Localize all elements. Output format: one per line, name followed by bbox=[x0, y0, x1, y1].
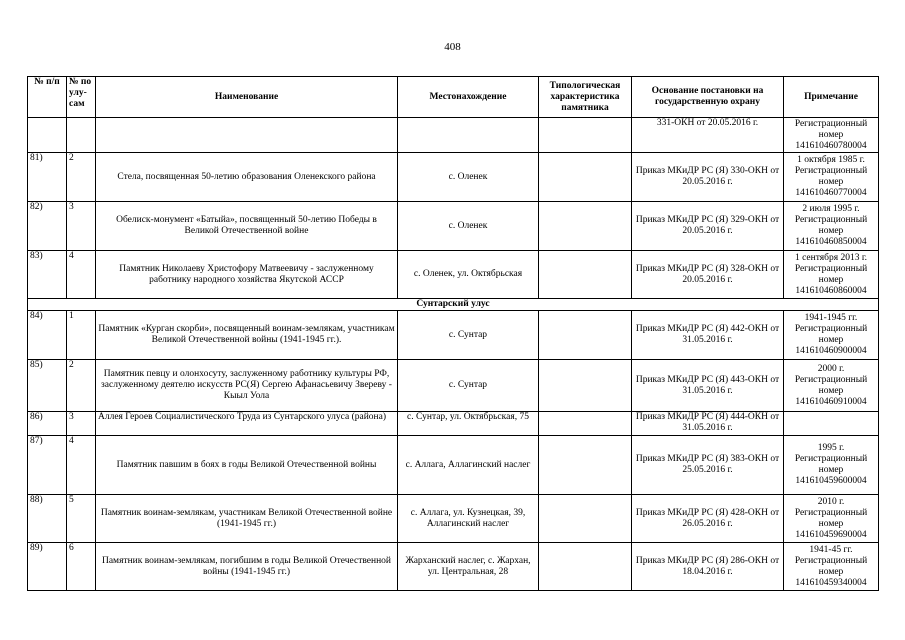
row-ulus-number: 2 bbox=[67, 153, 96, 202]
row-note: 1941-45 гг. Регистрационный номер 141610459340004 bbox=[784, 543, 879, 591]
row-basis: Приказ МКиДР РС (Я) 383-ОКН от 25.05.2016 г. bbox=[632, 436, 784, 495]
row-number: 85) bbox=[28, 360, 67, 412]
row-number: 88) bbox=[28, 495, 67, 543]
table-row bbox=[28, 118, 879, 153]
row-location: с. Оленек bbox=[398, 153, 539, 202]
row-basis: Приказ МКиДР РС (Я) 442-ОКН от 31.05.2016 г. bbox=[632, 311, 784, 360]
row-note: 2010 г. Регистрационный номер 141610459690004 bbox=[784, 495, 879, 543]
row-basis: Приказ МКиДР РС (Я) 330-ОКН от 20.05.2016 г. bbox=[632, 153, 784, 202]
section-row bbox=[28, 299, 879, 311]
header-note: Примечание bbox=[784, 77, 879, 118]
row-name: Памятник воинам-землякам, погибшим в годы Великой Отечественной войны (1941-1945 гг.) bbox=[96, 543, 398, 591]
row-basis: Приказ МКиДР РС (Я) 286-ОКН от 18.04.2016 г. bbox=[632, 543, 784, 591]
header-no: № п/п bbox=[28, 77, 67, 118]
row-ulus-number: 2 bbox=[67, 360, 96, 412]
table-row bbox=[28, 153, 879, 202]
row-location: с. Сунтар bbox=[398, 311, 539, 360]
table-row bbox=[28, 311, 879, 360]
row-note: 1 октября 1985 г. Регистрационный номер 141610460770004 bbox=[784, 153, 879, 202]
header-typology: Типологическая характеристика памятника bbox=[539, 77, 632, 118]
table-row bbox=[28, 251, 879, 299]
row-typology bbox=[539, 153, 632, 202]
row-location: с. Сунтар, ул. Октябрьская, 75 bbox=[398, 412, 539, 436]
row-typology bbox=[539, 251, 632, 299]
table-row bbox=[28, 543, 879, 591]
row-name: Стела, посвященная 50-летию образования Оленекского района bbox=[96, 153, 398, 202]
monuments-table bbox=[27, 76, 879, 591]
row-note: 1995 г. Регистрационный номер 141610459600004 bbox=[784, 436, 879, 495]
row-note: 2000 г. Регистрационный номер 141610460910004 bbox=[784, 360, 879, 412]
row-ulus-number: 5 bbox=[67, 495, 96, 543]
table-header-row bbox=[28, 77, 879, 118]
row-ulus-number: 3 bbox=[67, 202, 96, 251]
row-number bbox=[28, 118, 67, 153]
row-name: Обелиск-монумент «Батыйа», посвященный 50-летию Победы в Великой Отечественной войне bbox=[96, 202, 398, 251]
row-ulus-number: 4 bbox=[67, 251, 96, 299]
row-note: 1941-1945 гг. Регистрационный номер 141610460900004 bbox=[784, 311, 879, 360]
row-typology bbox=[539, 311, 632, 360]
row-basis: Приказ МКиДР РС (Я) 329-ОКН от 20.05.2016 г. bbox=[632, 202, 784, 251]
table-row bbox=[28, 436, 879, 495]
row-location: с. Аллага, ул. Кузнецкая, 39, Аллагинский наслег bbox=[398, 495, 539, 543]
row-basis: Приказ МКиДР РС (Я) 443-ОКН от 31.05.2016 г. bbox=[632, 360, 784, 412]
row-note: Регистрационный номер 141610460780004 bbox=[784, 118, 879, 153]
row-basis: Приказ МКиДР РС (Я) 328-ОКН от 20.05.2016 г. bbox=[632, 251, 784, 299]
row-name: Памятник «Курган скорби», посвященный воинам-землякам, участникам Великой Отечественной войны (1941-1945 гг.). bbox=[96, 311, 398, 360]
row-name: Памятник Николаеву Христофору Матвеевичу - заслуженному работнику народного хозяйства Якутской АССР bbox=[96, 251, 398, 299]
row-note: 1 сентября 2013 г. Регистрационный номер 141610460860004 bbox=[784, 251, 879, 299]
row-name: Памятник воинам-землякам, участникам Великой Отечественной войне (1941-1945 гг.) bbox=[96, 495, 398, 543]
row-typology bbox=[539, 360, 632, 412]
row-typology bbox=[539, 202, 632, 251]
row-number: 84) bbox=[28, 311, 67, 360]
row-basis: Приказ МКиДР РС (Я) 428-ОКН от 26.05.2016 г. bbox=[632, 495, 784, 543]
row-location: с. Оленек bbox=[398, 202, 539, 251]
row-basis: 331-ОКН от 20.05.2016 г. bbox=[632, 118, 784, 153]
table-row bbox=[28, 412, 879, 436]
row-ulus-number: 4 bbox=[67, 436, 96, 495]
row-number: 86) bbox=[28, 412, 67, 436]
row-ulus-number bbox=[67, 118, 96, 153]
row-location bbox=[398, 118, 539, 153]
row-location: Жарханский наслег, с. Жархан, ул. Центральная, 28 bbox=[398, 543, 539, 591]
row-number: 81) bbox=[28, 153, 67, 202]
row-location: с. Аллага, Аллагинский наслег bbox=[398, 436, 539, 495]
header-basis: Основание постановки на государственную охрану bbox=[632, 77, 784, 118]
row-name: Аллея Героев Социалистического Труда из Сунтарского улуса (района) bbox=[96, 412, 398, 436]
row-name bbox=[96, 118, 398, 153]
row-location: с. Сунтар bbox=[398, 360, 539, 412]
row-number: 89) bbox=[28, 543, 67, 591]
row-note: 2 июля 1995 г. Регистрационный номер 141610460850004 bbox=[784, 202, 879, 251]
row-location: с. Оленек, ул. Октябрьская bbox=[398, 251, 539, 299]
row-typology bbox=[539, 412, 632, 436]
row-basis: Приказ МКиДР РС (Я) 444-ОКН от 31.05.2016 г. bbox=[632, 412, 784, 436]
row-typology bbox=[539, 118, 632, 153]
row-typology bbox=[539, 495, 632, 543]
row-note bbox=[784, 412, 879, 436]
header-no-ulus: № по улу-сам bbox=[67, 77, 96, 118]
row-typology bbox=[539, 436, 632, 495]
row-ulus-number: 6 bbox=[67, 543, 96, 591]
header-location: Местонахождение bbox=[398, 77, 539, 118]
row-name: Памятник павшим в боях в годы Великой Отечественной войны bbox=[96, 436, 398, 495]
row-number: 87) bbox=[28, 436, 67, 495]
table-row bbox=[28, 495, 879, 543]
page-number: 408 bbox=[444, 41, 461, 53]
table-row bbox=[28, 360, 879, 412]
header-name: Наименование bbox=[96, 77, 398, 118]
row-ulus-number: 1 bbox=[67, 311, 96, 360]
row-number: 83) bbox=[28, 251, 67, 299]
row-ulus-number: 3 bbox=[67, 412, 96, 436]
row-typology bbox=[539, 543, 632, 591]
row-number: 82) bbox=[28, 202, 67, 251]
section-title: Сунтарский улус bbox=[28, 299, 879, 311]
row-name: Памятник певцу и олонхосуту, заслуженному работнику культуры РФ, заслуженному деятелю искусств РС(Я) Сергею Афанасьевичу Звереву - Кыыл Уола bbox=[96, 360, 398, 412]
table-row bbox=[28, 202, 879, 251]
